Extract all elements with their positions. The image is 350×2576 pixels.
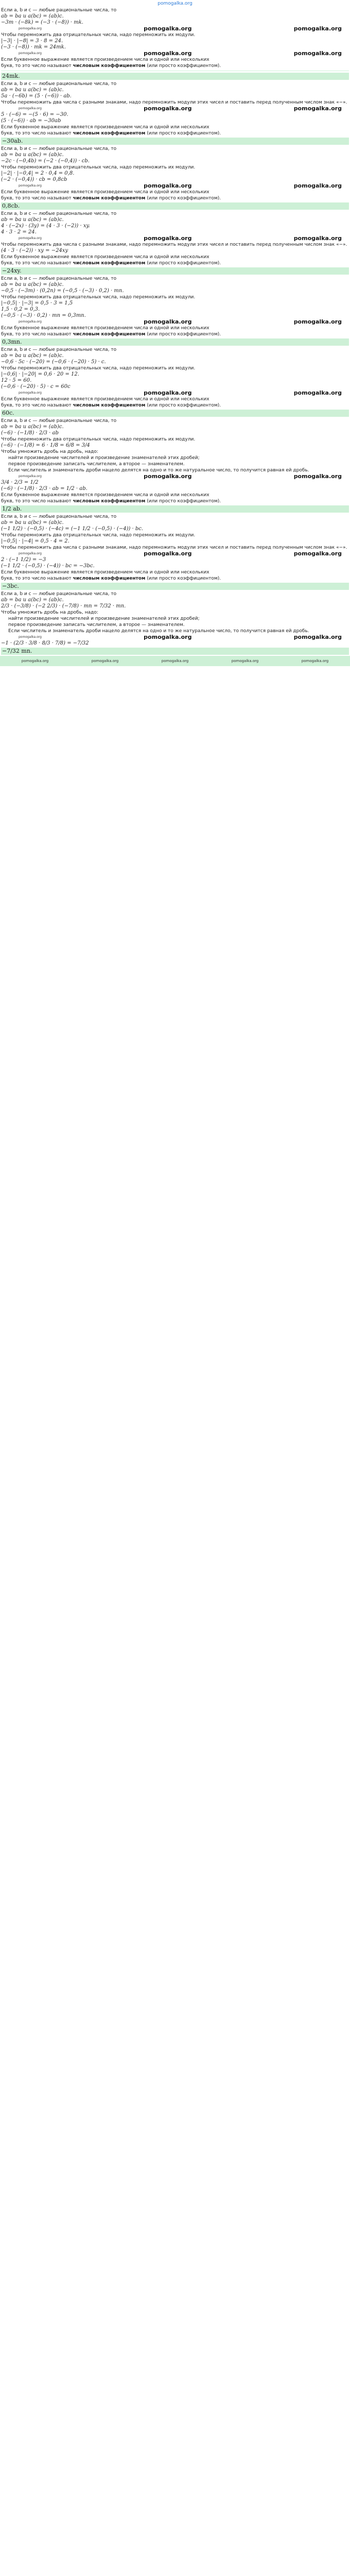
rule-intro: Если a, b и c — любые рациональные числа, то: [1, 276, 117, 281]
watermark-row: pomogalka.org pomogalka.org pomogalka.org: [19, 50, 342, 57]
task-1: [1, 7, 349, 80]
sign-rule: Чтобы перемножить два числа с разными знаками, надо перемножить модули этих чисел и поставить перед полученным числом знак «−».: [1, 100, 347, 105]
answer: −3bc.: [1, 583, 349, 590]
answer: 0,3mn.: [1, 338, 349, 346]
coef-rule: Если буквенное выражение является произведением числа и одной или нескольких: [1, 326, 209, 331]
task-line: 5 · (−6) = −(5 · 6) = −30.: [1, 112, 68, 117]
task-4: [1, 211, 349, 275]
task-line: (−6) · (−1/8) · 2/3 · ab: [1, 430, 59, 436]
fraction-step: найти произведение числителей и произведение знаменателей этих дробей;: [8, 616, 200, 621]
footer-link[interactable]: pomogalka.org: [91, 659, 119, 663]
fraction-step: первое произведение записать числителем, а второе — знаменателем.: [8, 462, 185, 467]
task-line: |−2| · |−0,4| = 2 · 0,4 = 0,8.: [1, 171, 75, 176]
coef-rule: букв, то это число называют числовым коэффициентом (или просто коэффициентом).: [1, 576, 221, 581]
task-line: |−0,5| · |−4| = 0,5 · 4 = 2.: [1, 538, 69, 544]
coef-rule: букв, то это число называют числовым коэффициентом (или просто коэффициентом).: [1, 403, 221, 408]
answer: −30ab.: [1, 138, 349, 145]
task-line: (−2 · (−0,4)) · cb = 0,8cb: [1, 177, 67, 182]
rule-assoc: ab = ba и a(bc) = (ab)c.: [1, 217, 64, 223]
task-line: 3/4 · 2/3 = 1/2: [1, 480, 39, 485]
answer: 1/2 ab.: [1, 505, 349, 513]
rule-assoc: ab = ba и a(bc) = (ab)c.: [1, 87, 64, 93]
answer: 24mk.: [1, 73, 349, 80]
sign-rule: Чтобы перемножить два числа с разными знаками, надо перемножить модули этих чисел и поставить перед полученным числом знак «−».: [1, 242, 347, 247]
task-line: 2 · (−1 1/2) = −3: [1, 557, 46, 563]
footer-link[interactable]: pomogalka.org: [231, 659, 259, 663]
coef-rule: Если буквенное выражение является произведением числа и одной или нескольких: [1, 190, 209, 195]
rule-assoc: ab = ba и a(bc) = (ab)c.: [1, 520, 64, 526]
task-line: (5 · (−6)) · ab = −30ab: [1, 118, 61, 124]
coef-rule: букв, то это число называют числовым коэффициентом (или просто коэффициентом).: [1, 499, 221, 504]
rule-intro: Если a, b и c — любые рациональные числа, то: [1, 146, 117, 151]
watermark-row: pomogalka.org pomogalka.org pomogalka.org: [19, 550, 342, 557]
rule-intro: Если a, b и c — любые рациональные числа, то: [1, 514, 117, 519]
fraction-step: найти произведение числителей и произведение знаменателей этих дробей;: [8, 455, 200, 461]
sign-rule: Чтобы перемножить два числа с разными знаками, надо перемножить модули этих чисел и поставить перед полученным числом знак «−».: [1, 545, 347, 550]
rule-assoc: ab = ba и a(bc) = (ab)c.: [1, 353, 64, 359]
task-line: (4 · 3 · (−2)) · xy = −24xy: [1, 248, 68, 253]
rule-intro: Если a, b и c — любые рациональные числа, то: [1, 418, 117, 423]
sign-rule: Чтобы перемножить два отрицательных числа, надо перемножить их модули.: [1, 366, 196, 371]
rule-assoc: ab = ba и a(bc) = (ab)c.: [1, 424, 64, 430]
footer-link[interactable]: pomogalka.org: [21, 659, 49, 663]
task-line: −0,5 · (−3m) · (0,2n) = (−0,5 · (−3) · 0,2) · mn.: [1, 288, 124, 294]
fraction-step: Если числитель и знаменатель дроби нацело делятся на одно и то же натуральное число, то получится равная ей дробь.: [8, 468, 309, 473]
sign-rule: Чтобы перемножить два отрицательных числа, надо перемножить их модули.: [1, 295, 196, 300]
coef-rule: Если буквенное выражение является произведением числа и одной или нескольких: [1, 493, 209, 498]
footer-link[interactable]: pomogalka.org: [301, 659, 329, 663]
rule-intro: Если a, b и c — любые рациональные числа, то: [1, 591, 117, 597]
footer-watermark-bar: [0, 656, 350, 666]
task-line: (−6) · (−1/8) · 2/3 · ab = 1/2 · ab.: [1, 486, 87, 492]
task-line: 1,5 · 0,2 = 0,3.: [1, 307, 40, 312]
task-line: −2c · (−0,4b) = (−2 · (−0,4)) · cb.: [1, 158, 90, 164]
coef-rule: букв, то это число называют числовым коэффициентом (или просто коэффициентом).: [1, 196, 221, 201]
task-line: |−0,6| · |−20| = 0,6 · 20 = 12.: [1, 371, 79, 377]
answer: −7/32 mn.: [1, 648, 349, 655]
sign-rule: Чтобы перемножить два отрицательных числа, надо перемножить их модули.: [1, 32, 196, 38]
watermark-row: pomogalka.org pomogalka.org pomogalka.org: [19, 634, 342, 640]
watermark-row: pomogalka.org pomogalka.org pomogalka.org: [19, 318, 342, 325]
task-line: 5a · (−6b) = (5 · (−6)) · ab.: [1, 93, 72, 99]
coef-rule: букв, то это число называют числовым коэффициентом (или просто коэффициентом).: [1, 63, 221, 69]
task-line: 12 · 5 = 60.: [1, 378, 32, 383]
coef-rule: Если буквенное выражение является произведением числа и одной или нескольких: [1, 570, 209, 575]
task-line: (−0,5 · (−3) · 0,2) · mn = 0,3mn.: [1, 313, 86, 318]
task-line: (−0,6 · (−20) · 5) · c = 60c: [1, 384, 71, 389]
fraction-step: Если числитель и знаменатель дроби нацело делятся на одно и то же натуральное число, то получится равная ей дробь.: [8, 629, 309, 634]
task-line: 2/3 · (−3/8) · (−2 2/3) · (−7/8) · mn = 7/32 · mn.: [1, 603, 126, 609]
task-line: 4 · (−2x) · (3y) = (4 · 3 · (−2)) · xy.: [1, 223, 90, 229]
rule-intro: Если a, b и c — любые рациональные числа, то: [1, 211, 117, 216]
answer: 0,8cb.: [1, 202, 349, 210]
footer-link[interactable]: pomogalka.org: [161, 659, 189, 663]
task-line: −1 · (2/3 · 3/8 · 8/3 · 7/8) = −7/32: [1, 640, 89, 646]
watermark-row: pomogalka.org pomogalka.org pomogalka.org: [19, 105, 342, 112]
fraction-rule: Чтобы умножить дробь на дробь, надо:: [1, 610, 98, 615]
coef-rule: Если буквенное выражение является произведением числа и одной или нескольких: [1, 397, 209, 402]
task-7: [1, 418, 349, 513]
coef-rule: букв, то это число называют числовым коэффициентом (или просто коэффициентом).: [1, 261, 221, 266]
fraction-step: первое произведение записать числителем, а второе — знаменателем.: [8, 622, 185, 628]
rule-assoc: ab = ba и a(bc) = (ab)c.: [1, 152, 64, 158]
task-6: [1, 347, 349, 417]
task-line: −0,6 · 5c · (−20) = (−0,6 · (−20) · 5) · c.: [1, 359, 106, 365]
sign-rule: Чтобы перемножить два отрицательных числа, надо перемножить их модули.: [1, 165, 196, 170]
rule-assoc: ab = ba и a(bc) = (ab)c.: [1, 282, 64, 287]
task-line: |−0,5| · |−3| = 0,5 · 3 = 1,5: [1, 300, 73, 306]
task-line: |−3| · |−8| = 3 · 8 = 24.: [1, 38, 63, 44]
watermark-row: pomogalka.org pomogalka.org pomogalka.org: [19, 182, 342, 189]
answer: 60c.: [1, 410, 349, 417]
rule-intro: Если a, b и c — любые рациональные числа, то: [1, 81, 117, 87]
task-9: [1, 591, 349, 655]
watermark-row: pomogalka.org pomogalka.org pomogalka.org: [19, 473, 342, 480]
coef-rule: букв, то это число называют числовым коэффициентом (или просто коэффициентом).: [1, 332, 221, 337]
sign-rule: Чтобы перемножить два отрицательных числа, надо перемножить их модули.: [1, 437, 196, 442]
sign-rule: Чтобы перемножить два отрицательных числа, надо перемножить их модули.: [1, 533, 196, 538]
watermark-row: pomogalka.org pomogalka.org pomogalka.org: [19, 235, 342, 242]
task-2: [1, 81, 349, 145]
watermark-row: pomogalka.org pomogalka.org pomogalka.org: [19, 25, 342, 32]
answer: −24xy.: [1, 267, 349, 275]
fraction-rule: Чтобы умножить дробь на дробь, надо:: [1, 449, 98, 454]
watermark-row: pomogalka.org pomogalka.org pomogalka.org: [19, 389, 342, 396]
coef-rule: букв, то это число называют числовым коэффициентом (или просто коэффициентом).: [1, 131, 221, 136]
coef-rule: Если буквенное выражение является произведением числа и одной или нескольких: [1, 125, 209, 130]
coef-rule: Если буквенное выражение является произведением числа и одной или нескольких: [1, 255, 209, 260]
rule-assoc: ab = ba и a(bc) = (ab)c.: [1, 597, 64, 603]
rule-intro: Если a, b и c — любые рациональные числа, то: [1, 347, 117, 352]
task-8: [1, 514, 349, 590]
task-line: 4 · 3 · 2 = 24.: [1, 229, 37, 235]
solution-page: [0, 7, 350, 655]
site-header[interactable]: pomogalka.org: [157, 1, 192, 6]
coef-rule: Если буквенное выражение является произведением числа и одной или нескольких: [1, 57, 209, 62]
task-3: [1, 146, 349, 210]
rule-assoc: ab = ba и a(bc) = (ab)c.: [1, 13, 64, 19]
rule-intro: Если a, b и c — любые рациональные числа, то: [1, 8, 117, 13]
task-line: (−1 1/2) · (−0,5) · (−4c) = (−1 1/2 · (−0,5) · (−4)) · bc.: [1, 526, 144, 532]
task-5: [1, 276, 349, 346]
task-line: (−1 1/2 · (−0,5) · (−4)) · bc = −3bc.: [1, 563, 95, 569]
task-line: (−6) · (−1/8) = 6 · 1/8 = 6/8 = 3/4: [1, 443, 90, 448]
task-line: −3m · (−8k) = (−3 · (−8)) · mk.: [1, 20, 83, 25]
task-line: (−3 · (−8)) · mk = 24mk.: [1, 44, 66, 50]
